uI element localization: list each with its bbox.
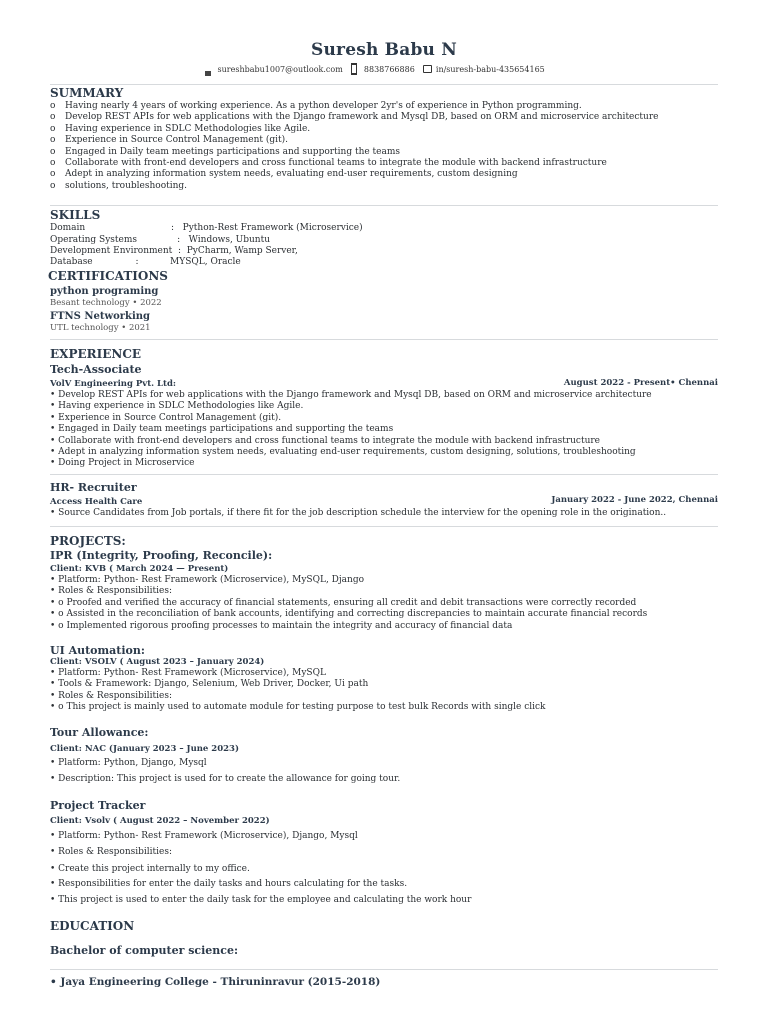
skill-row: Development Environment : PyCharm, Wamp Server, bbox=[50, 246, 298, 256]
skill-row: Domain : Python-Rest Framework (Microservice) bbox=[50, 223, 363, 233]
cert-name: python programing bbox=[50, 286, 159, 297]
job-duty: • Doing Project in Microservice bbox=[50, 458, 195, 469]
job-duty: • Having experience in SDLC Methodologies like Agile. bbox=[50, 401, 304, 412]
contact-line bbox=[205, 63, 625, 75]
project-detail: • Roles & Responsibilities: bbox=[50, 586, 172, 597]
project-name: UI Automation: bbox=[50, 644, 145, 657]
project-client: Client: NAC (January 2023 – June 2023) bbox=[50, 744, 239, 754]
project-detail: • Responsibilities for enter the daily tasks and hours calculating for the tasks. bbox=[50, 879, 408, 889]
summary-item: o Engaged in Daily team meetings participations and supporting the teams bbox=[50, 146, 401, 157]
job-company: VolV Engineering Pvt. Ltd: bbox=[50, 379, 177, 389]
project-detail: • o Assisted in the reconciliation of bank accounts, identifying and correcting discrepancies to maintain accurate financial records bbox=[50, 609, 648, 620]
candidate-name: Suresh Babu N bbox=[311, 40, 457, 60]
job-role: Tech-Associate bbox=[50, 363, 142, 376]
project-name: Tour Allowance: bbox=[50, 726, 149, 739]
project-detail: • Platform: Python- Rest Framework (Microservice), MySQL bbox=[50, 668, 326, 678]
project-details bbox=[50, 575, 647, 632]
summary-item: o Having experience in SDLC Methodologies like Agile. bbox=[50, 123, 311, 134]
cert-detail: Besant technology • 2022 bbox=[50, 298, 162, 308]
phone-icon bbox=[351, 63, 357, 75]
cert-name: FTNS Networking bbox=[50, 311, 151, 322]
project-detail: • Tools & Framework: Django, Selenium, Web Driver, Docker, Ui path bbox=[50, 679, 369, 690]
divider bbox=[50, 526, 718, 527]
job-role: HR- Recruiter bbox=[50, 481, 137, 494]
summary-item: o Adept in analyzing information system needs, evaluating end-user requirements, custom designing bbox=[50, 169, 518, 180]
job-company: Access Health Care bbox=[50, 497, 143, 507]
project-detail: • o Implemented rigorous proofing processes to maintain the integrity and accuracy of financial data bbox=[50, 620, 513, 631]
project-detail: • Create this project internally to my office. bbox=[50, 864, 250, 874]
job-date: August 2022 - Present• Chennai bbox=[563, 378, 718, 388]
summary-item: o Having nearly 4 years of working experience. As a python developer 2yr's of experience in Python programming. bbox=[50, 101, 582, 111]
project-name: IPR (Integrity, Proofing, Reconcile): bbox=[50, 549, 273, 562]
job-duty: • Source Candidates from Job portals, if there fit for the job description schedule the interview for the opening role in the origination.. bbox=[50, 508, 667, 518]
summary-heading: SUMMARY bbox=[50, 86, 124, 100]
cert-detail: UTL technology • 2021 bbox=[50, 323, 151, 333]
summary-item: o Experience in Source Control Management (git). bbox=[50, 135, 288, 146]
job-duty: • Collaborate with front-end developers and cross functional teams to integrate the module with backend infrastructure bbox=[50, 435, 600, 446]
project-detail: • Platform: Python- Rest Framework (Microservice), Django, Mysql bbox=[50, 831, 358, 841]
project-name: Project Tracker bbox=[50, 799, 146, 812]
education-degree: Bachelor of computer science: bbox=[50, 944, 239, 957]
contact-phone[interactable]: 8838766886 bbox=[363, 64, 415, 74]
project-client: Client: VSOLV ( August 2023 – January 2024) bbox=[50, 657, 265, 667]
project-client: Client: KVB ( March 2024 — Present) bbox=[50, 564, 229, 574]
contact-email[interactable]: sureshbabu1007@outlook.com bbox=[217, 64, 343, 74]
project-detail: • Platform: Python- Rest Framework (Microservice), MySQL, Django bbox=[50, 575, 365, 585]
project-details bbox=[50, 668, 546, 714]
divider bbox=[50, 339, 718, 340]
job-duty: • Engaged in Daily team meetings participations and supporting the teams bbox=[50, 424, 394, 435]
project-client: Client: Vsolv ( August 2022 – November 2022) bbox=[50, 816, 270, 826]
project-detail: • Platform: Python, Django, Mysql bbox=[50, 758, 207, 768]
job-duty: • Develop REST APIs for web applications with the Django framework and Mysql DB, based on ORM and microservice architecture bbox=[50, 390, 652, 400]
divider bbox=[50, 474, 718, 475]
job-duties bbox=[50, 390, 652, 470]
contact-linkedin[interactable]: in/suresh-babu-435654165 bbox=[435, 64, 545, 74]
project-detail: • o This project is mainly used to automate module for testing purpose to test bulk Records with single click bbox=[50, 702, 546, 713]
certifications-heading: CERTIFICATIONS bbox=[48, 269, 168, 283]
skill-row: Operating Systems : Windows, Ubuntu bbox=[50, 235, 271, 245]
job-date: January 2022 - June 2022, Chennai bbox=[551, 495, 718, 505]
project-detail: • Roles & Responsibilities: bbox=[50, 847, 172, 857]
summary-item: o Develop REST APIs for web applications with the Django framework and Mysql DB, based on ORM and microservice architecture bbox=[50, 112, 659, 123]
summary-item: o Collaborate with front-end developers and cross functional teams to integrate the module with backend infrastructure bbox=[50, 158, 607, 169]
divider bbox=[50, 969, 718, 970]
experience-heading: EXPERIENCE bbox=[50, 347, 142, 361]
linkedin-icon bbox=[423, 65, 432, 73]
projects-heading: PROJECTS: bbox=[50, 534, 126, 548]
skills-heading: SKILLS bbox=[50, 208, 101, 222]
education-heading: EDUCATION bbox=[50, 919, 135, 933]
project-detail: • This project is used to enter the daily task for the employee and calculating the work hour bbox=[50, 895, 472, 905]
skill-row: Database : MYSQL, Oracle bbox=[50, 257, 241, 267]
job-duty: • Experience in Source Control Management (git). bbox=[50, 412, 282, 423]
project-detail: • Description: This project is used for to create the allowance for going tour. bbox=[50, 774, 401, 784]
project-detail: • Roles & Responsibilities: bbox=[50, 690, 172, 701]
education-college: • Jaya Engineering College - Thiruninravur (2015-2018) bbox=[50, 976, 381, 988]
divider bbox=[50, 205, 718, 206]
divider bbox=[50, 84, 718, 85]
summary-list bbox=[50, 101, 658, 192]
summary-item: o solutions, troubleshooting. bbox=[50, 180, 188, 191]
project-detail: • o Proofed and verified the accuracy of financial statements, ensuring all credit and debit transactions were correctly recorded bbox=[50, 597, 637, 608]
mail-icon bbox=[205, 71, 211, 76]
job-duty: • Adept in analyzing information system needs, evaluating end-user requirements, custom designing, solutions, troubleshooting bbox=[50, 447, 636, 458]
